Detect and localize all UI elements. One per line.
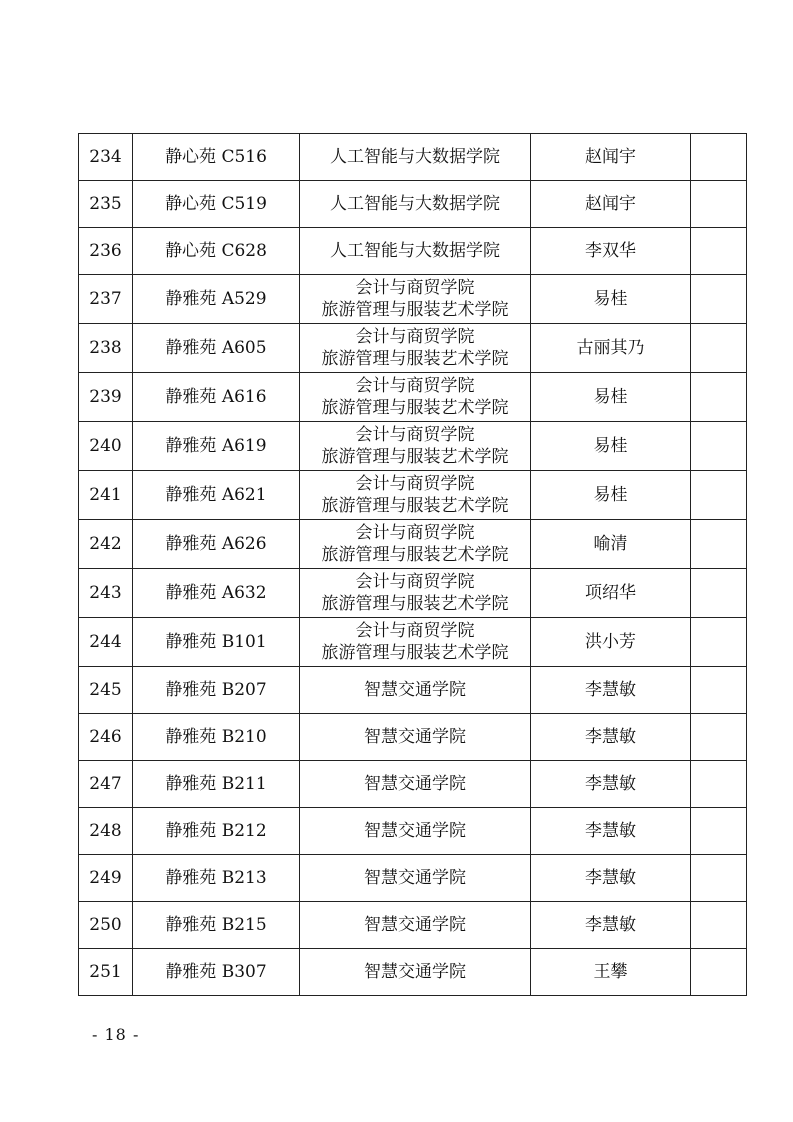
note-cell xyxy=(691,134,747,181)
table-row xyxy=(79,471,747,520)
college-name: 智慧交通学院 xyxy=(364,821,466,841)
college-name: 智慧交通学院 xyxy=(364,727,466,747)
note-cell xyxy=(691,520,747,569)
college-name: 会计与商贸学院 xyxy=(355,376,475,396)
responsible-person-cell: 赵闻宇 xyxy=(531,181,691,228)
college-name: 旅游管理与服装艺术学院 xyxy=(321,594,509,614)
table-row xyxy=(79,855,747,902)
row-number-cell: 246 xyxy=(79,714,133,761)
responsible-person-cell: 易桂 xyxy=(531,471,691,520)
dormitory-table xyxy=(78,133,747,996)
table-row xyxy=(79,618,747,667)
college-name: 人工智能与大数据学院 xyxy=(330,147,500,167)
row-number-cell: 239 xyxy=(79,373,133,422)
college-cell xyxy=(300,228,531,275)
table-body xyxy=(79,134,747,996)
college-name: 旅游管理与服装艺术学院 xyxy=(321,643,509,663)
room-cell: 静雅苑 B207 xyxy=(133,667,300,714)
responsible-person-cell: 易桂 xyxy=(531,275,691,324)
room-cell: 静雅苑 A626 xyxy=(133,520,300,569)
responsible-person-cell: 李慧敏 xyxy=(531,902,691,949)
room-cell: 静雅苑 B210 xyxy=(133,714,300,761)
table-row xyxy=(79,275,747,324)
table-row xyxy=(79,714,747,761)
note-cell xyxy=(691,324,747,373)
college-cell xyxy=(300,714,531,761)
college-name: 会计与商贸学院 xyxy=(355,621,475,641)
college-name: 智慧交通学院 xyxy=(364,774,466,794)
college-name: 旅游管理与服装艺术学院 xyxy=(321,300,509,320)
college-name: 智慧交通学院 xyxy=(364,680,466,700)
college-cell xyxy=(300,181,531,228)
row-number-cell: 238 xyxy=(79,324,133,373)
note-cell xyxy=(691,181,747,228)
college-cell xyxy=(300,324,531,373)
note-cell xyxy=(691,761,747,808)
college-cell xyxy=(300,902,531,949)
room-cell: 静雅苑 A529 xyxy=(133,275,300,324)
row-number-cell: 251 xyxy=(79,949,133,996)
row-number-cell: 249 xyxy=(79,855,133,902)
responsible-person-cell: 易桂 xyxy=(531,422,691,471)
responsible-person-cell: 古丽其乃 xyxy=(531,324,691,373)
note-cell xyxy=(691,902,747,949)
room-cell: 静雅苑 A632 xyxy=(133,569,300,618)
table-row xyxy=(79,569,747,618)
college-cell xyxy=(300,520,531,569)
college-name: 旅游管理与服装艺术学院 xyxy=(321,447,509,467)
room-cell: 静雅苑 B211 xyxy=(133,761,300,808)
table-row xyxy=(79,761,747,808)
row-number-cell: 247 xyxy=(79,761,133,808)
responsible-person-cell: 李慧敏 xyxy=(531,808,691,855)
room-cell: 静雅苑 B101 xyxy=(133,618,300,667)
college-name: 人工智能与大数据学院 xyxy=(330,194,500,214)
note-cell xyxy=(691,855,747,902)
row-number-cell: 250 xyxy=(79,902,133,949)
row-number-cell: 234 xyxy=(79,134,133,181)
table-row xyxy=(79,228,747,275)
college-cell xyxy=(300,808,531,855)
college-name: 旅游管理与服装艺术学院 xyxy=(321,496,509,516)
table-row xyxy=(79,181,747,228)
responsible-person-cell: 李慧敏 xyxy=(531,855,691,902)
row-number-cell: 248 xyxy=(79,808,133,855)
note-cell xyxy=(691,667,747,714)
row-number-cell: 240 xyxy=(79,422,133,471)
responsible-person-cell: 喻清 xyxy=(531,520,691,569)
note-cell xyxy=(691,471,747,520)
college-cell xyxy=(300,134,531,181)
room-cell: 静雅苑 A619 xyxy=(133,422,300,471)
college-cell xyxy=(300,949,531,996)
room-cell: 静心苑 C628 xyxy=(133,228,300,275)
college-name: 智慧交通学院 xyxy=(364,962,466,982)
college-name: 会计与商贸学院 xyxy=(355,572,475,592)
note-cell xyxy=(691,714,747,761)
college-name: 人工智能与大数据学院 xyxy=(330,241,500,261)
responsible-person-cell: 王攀 xyxy=(531,949,691,996)
college-cell xyxy=(300,471,531,520)
table-row xyxy=(79,520,747,569)
table-row xyxy=(79,902,747,949)
responsible-person-cell: 赵闻宇 xyxy=(531,134,691,181)
note-cell xyxy=(691,275,747,324)
college-cell xyxy=(300,275,531,324)
college-cell xyxy=(300,855,531,902)
room-cell: 静雅苑 A616 xyxy=(133,373,300,422)
row-number-cell: 245 xyxy=(79,667,133,714)
room-cell: 静雅苑 A621 xyxy=(133,471,300,520)
row-number-cell: 241 xyxy=(79,471,133,520)
note-cell xyxy=(691,373,747,422)
college-cell xyxy=(300,667,531,714)
college-name: 旅游管理与服装艺术学院 xyxy=(321,349,509,369)
college-cell xyxy=(300,422,531,471)
note-cell xyxy=(691,949,747,996)
row-number-cell: 243 xyxy=(79,569,133,618)
responsible-person-cell: 李慧敏 xyxy=(531,667,691,714)
college-cell xyxy=(300,618,531,667)
college-name: 智慧交通学院 xyxy=(364,915,466,935)
row-number-cell: 242 xyxy=(79,520,133,569)
table-row xyxy=(79,422,747,471)
responsible-person-cell: 李慧敏 xyxy=(531,714,691,761)
row-number-cell: 235 xyxy=(79,181,133,228)
table-row xyxy=(79,324,747,373)
college-name: 会计与商贸学院 xyxy=(355,523,475,543)
responsible-person-cell: 项绍华 xyxy=(531,569,691,618)
room-cell: 静心苑 C516 xyxy=(133,134,300,181)
note-cell xyxy=(691,808,747,855)
note-cell xyxy=(691,618,747,667)
room-cell: 静心苑 C519 xyxy=(133,181,300,228)
page-number: - 18 - xyxy=(92,1025,140,1044)
responsible-person-cell: 李双华 xyxy=(531,228,691,275)
college-name: 智慧交通学院 xyxy=(364,868,466,888)
row-number-cell: 244 xyxy=(79,618,133,667)
college-name: 会计与商贸学院 xyxy=(355,474,475,494)
college-name: 旅游管理与服装艺术学院 xyxy=(321,398,509,418)
room-cell: 静雅苑 A605 xyxy=(133,324,300,373)
room-cell: 静雅苑 B213 xyxy=(133,855,300,902)
note-cell xyxy=(691,422,747,471)
college-cell xyxy=(300,569,531,618)
row-number-cell: 236 xyxy=(79,228,133,275)
table-row xyxy=(79,949,747,996)
responsible-person-cell: 洪小芳 xyxy=(531,618,691,667)
note-cell xyxy=(691,569,747,618)
college-name: 会计与商贸学院 xyxy=(355,425,475,445)
college-name: 会计与商贸学院 xyxy=(355,278,475,298)
room-cell: 静雅苑 B215 xyxy=(133,902,300,949)
college-name: 旅游管理与服装艺术学院 xyxy=(321,545,509,565)
room-cell: 静雅苑 B307 xyxy=(133,949,300,996)
table-row xyxy=(79,667,747,714)
room-cell: 静雅苑 B212 xyxy=(133,808,300,855)
college-name: 会计与商贸学院 xyxy=(355,327,475,347)
table-row xyxy=(79,373,747,422)
college-cell xyxy=(300,373,531,422)
row-number-cell: 237 xyxy=(79,275,133,324)
responsible-person-cell: 李慧敏 xyxy=(531,761,691,808)
note-cell xyxy=(691,228,747,275)
table-row xyxy=(79,808,747,855)
college-cell xyxy=(300,761,531,808)
responsible-person-cell: 易桂 xyxy=(531,373,691,422)
table-row xyxy=(79,134,747,181)
